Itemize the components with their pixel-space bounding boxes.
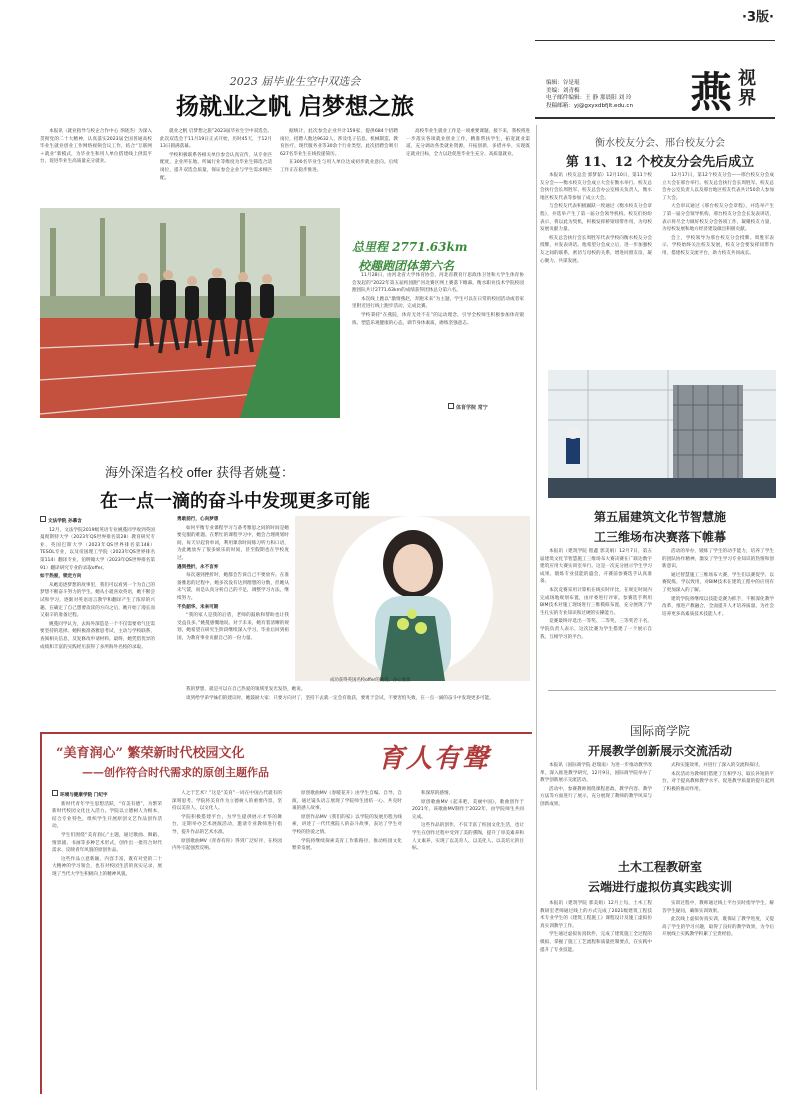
culture-para: 和深厚的感情。: [421, 791, 454, 796]
offer-byline-text: 文法学院 孙慕含: [48, 519, 82, 524]
bim-para: 活动的举办，锻炼了学生的动手能力，培养了学生的团队协作精神，激发了学生学习专业知识的热情和创新意识。: [662, 549, 774, 570]
construction-art: [548, 370, 776, 498]
civil-para: 本报讯（建筑学院 郭美娟）12月上旬，土木工程教研室老师通过线上的方式完成了2021级建筑工程技术专业学生的《建筑工程施工》课程设计及施工虚拟仿真实训教学工作。: [540, 901, 652, 929]
masthead-credits: [546, 80, 696, 110]
culture-para: 原创歌曲MV《春暖花开》由学生自编、自导、自演，通过镜头语言展现了学院师生团结一心、共克时艰的感人故事。: [292, 791, 402, 812]
jobs-col-2: [160, 128, 272, 206]
culture-col-3: [292, 790, 402, 1090]
intl-col-2: [662, 762, 774, 858]
alumni-para: 会上，学校领导为邢台校友分会授牌。周胜军表示，学校始终关注校友发展，校友分会要发挥纽带作用，搭建校友交流平台，助力校友共同成长。: [662, 235, 774, 256]
offer-para: 12月，文法学院2019级英语专业姚蔓同学收到英国曼彻斯特大学（2023年QS世界排名第28）教育研究专业，英国巴斯大学（2023年QS世界排名第148）TESOL专业，以及帝国理工学院（2023年QS世界排名第114）翻译专业、伯明翰大学（2023年QS世界排名第91）翻译研究专业的录取offer。: [40, 527, 155, 571]
alumni-para: 校友总会执行会长周胜军代表学校向衡水校友分会授牌，并发表讲话。他希望分会成立后，进一步加强校友之间的联系，密切与母校的关系，增进同窗友谊，凝心聚力、共谋发展。: [540, 235, 652, 264]
running-photo: [40, 208, 340, 418]
offer-subhead: 遇到挫折，永不言弃: [177, 564, 219, 570]
jobs-para: 据统计，此次参会企业共计159家，提供684个招聘岗位，招聘人数达9632人，涉及电子信息、机械制造、教育医疗、现代服务业等30余个行业类型。此次招聘会吸引627名毕业生在线投递简历。: [280, 129, 398, 157]
marathon-body: [352, 272, 524, 402]
culture-para: 人之于艺术？”这是“美育”一词在中国古代就有的深刻思考。学院将美育作为立德树人的重要内容，坚持以美育人、以文化人。: [172, 791, 282, 812]
contact-label: 投稿邮箱：yj@gxyxdbfjlt.edu.cn: [546, 102, 633, 109]
jobs-para: 学校积极联系各相关单位参会认真宣传，从专业匹配度、企业所在地、所属行业等维度为毕业生筛选合适岗位，提升双选会质量，保证参会企业与学生需求相匹配。: [160, 152, 272, 181]
intl-para: 本次活动为教师们搭建了互相学习、取长补短的平台，对于提高教师教学水平、促进教学质量的提升起到了积极的推动作用。: [662, 771, 774, 792]
offer-kicker: 海外深造名校 offer 获得者姚蔓：: [105, 465, 295, 480]
bim-para: 竞赛最终评选出一等奖、二等奖、三等奖若干名。学院负责人表示，这次比赛为学生搭建了一个展示自我、互相学习的平台。: [540, 619, 652, 640]
culture-col-4: [412, 790, 524, 1090]
culture-title-1: “美育润心” 繁荣新时代校园文化: [56, 746, 245, 761]
culture-art-chars: 育人有聲: [378, 744, 491, 774]
culture-para: 原创歌曲MV《青春有你》得到广泛好评，在校园内外引起强烈反响。: [172, 838, 282, 852]
marathon-para: 11月28日，由河北省大学体育协会、河北省教育厅思政体卫处和大学生体育协会发起的“2022年第五届校园跑”河北赛区网上赛落下帷幕。衡水职业技术学院校园跑团队共计2771.63km的成绩获得团体总分第六名。: [352, 273, 524, 294]
intl-para: 本报讯（国际商学院 赵瑞南）为进一步推动教学改革，深入推进教学研究，12月9日，国际商学院举办了教学创新展示交流活动。: [540, 763, 652, 784]
alumni-col-1: [540, 172, 652, 368]
offer-para: 每次遇到挫折时，她都会告诉自己不要放弃。在准备雅思的过程中，她多次没有达到理想的分数，但她从未气馁，而是认真分析自己的不足，调整学习方法，继续努力。: [177, 573, 289, 601]
credit-square-icon: [40, 516, 46, 522]
jobs-col-4: [406, 128, 530, 206]
marathon-box: [340, 228, 532, 418]
civil-headline: 云端进行虚拟仿真实践实训: [587, 880, 732, 894]
logo-side-char-1: 视: [738, 68, 756, 89]
civil-col-2: [662, 900, 774, 1090]
civil-para: 此次线上虚拟仿真实训，既保证了教学进度，又提高了学生的学习兴趣，取得了良好的教学效果，为今后开展线上实践教学积累了宝贵经验。: [662, 917, 774, 938]
divider: [548, 690, 776, 691]
masthead-rule: [535, 117, 775, 119]
culture-title-2: ——创作符合时代需求的原创主题作品: [82, 766, 269, 779]
logo-side-char-2: 界: [738, 88, 756, 109]
culture-para: 原创歌曲MV《起来吧，美丽中国》，歌曲创作于2021年，该歌曲MV制作于2022年，由学院师生共同完成。: [412, 799, 524, 820]
jobs-col-3: [280, 128, 398, 206]
intl-para: 式和实施效果，并进行了深入的交流和探讨。: [671, 763, 763, 768]
offer-para: 如何平衡专业课程学习与备考雅思之间的时间是她要克服的难题。在繁忙的课程学习中，她会合理规划时间，每天早起背单词，利用课余时间练习听力和口语，为此她放弃了很多娱乐的时间，甚至假期也在学校度过。: [177, 525, 289, 561]
offer-byline: [40, 516, 155, 526]
offer-headline: 在一点一滴的奋斗中发现更多可能: [100, 491, 370, 511]
portrait-photo: [295, 516, 530, 681]
running-photo-art: [40, 208, 340, 418]
marathon-credit-text: 体育学院 常宁: [456, 405, 488, 411]
culture-para: 学院将继续探索美育工作新路径，推动校园文化繁荣发展。: [292, 838, 402, 852]
page-number: ·3版·: [742, 10, 774, 25]
offer-para: 从她追逐梦想的故事里，我们可以看到一个为自己的梦想不断奋斗努力的学生。她从小就喜欢英语，她不断尝试和学习，逐渐对英语语言教学和翻译产生了浓厚的兴趣。在确定了自己想要攻读的方向之后，她开始了漫长而又艰辛的准备过程。: [40, 582, 155, 619]
culture-para: 学生们围绕“美育润心”主题，通过歌曲、舞蹈、情景剧、书画等多种艺术形式，创作出一批符合时代需求、反映青年风貌的原创作品。: [52, 832, 162, 854]
credit-square-icon: [52, 790, 58, 796]
offer-subhead: 不负韶华，未来可期: [177, 604, 219, 610]
portrait-art: [295, 516, 530, 681]
alumni-para: 本报讯（校友总会 郭梦茹）12月10日，第11个校友分会——衡水校友分会成立大会在衡水举行。校友总会执行会长周胜军、校友总会办公室相关负责人，衡水地区校友代表等参加了成立大会。: [540, 173, 652, 201]
offer-subhead: 如于热爱，锁定方向: [40, 574, 82, 580]
bim-col-1: [540, 548, 652, 688]
offer-para: 我的梦想，就是可以在自己热爱的领域里发光发热，她说。: [186, 687, 306, 692]
credit-square-icon: [448, 403, 454, 409]
jobs-headline: 扬就业之帆 启梦想之旅: [175, 93, 414, 120]
culture-para: 学院积极搭建平台，为学生提供展示才华的舞台，定期举办艺术展演活动，邀请专业教师进行指导，提升作品的艺术水准。: [172, 814, 282, 835]
editor-label: 编辑：谷是琨: [546, 80, 580, 86]
culture-byline-text: 环境与健康学院 门纪宇: [60, 793, 108, 798]
offer-subhead: 勇敢前行，心向梦想: [177, 517, 219, 522]
proof-label: 美编：刘青梅: [546, 87, 580, 94]
offer-col-1: [40, 516, 155, 721]
bim-para: 本次竞赛采用计算机在线实时评比，在规定时间内完成场地规划布置，由评委进行评审。参赛选手利用BIM技术对施工现场进行三维模拟布置，充分展现了学生扎实的专业知识和过硬的实操能力。: [540, 587, 652, 616]
alumni-para: 与会校友代表积极踊跃一致通过《衡水校友分会章程》，并选举产生了第一届分会领导机构。校友们纷纷表示，将以此为契机，积极发挥桥梁纽带作用，为母校发展贡献力量。: [540, 204, 652, 233]
jobs-kicker: 2023 届毕业生空中双选会: [229, 75, 361, 88]
bim-headline: 工三维场布决赛落下帷幕: [593, 530, 726, 544]
offer-col-3: [177, 686, 527, 722]
masthead-logo: [690, 60, 780, 117]
intl-para: 活动中，参赛教师围绕课程思政、教学内容、教学方法等方面进行了展示，充分展现了教师的教学风采与创新成果。: [540, 786, 652, 807]
culture-byline: [52, 790, 162, 800]
culture-col-2: [172, 790, 282, 1090]
bim-para: 建筑学院将继续以技能竞赛为抓手，不断深化教学改革，推进产教融合，全面提升人才培养质量，为社会培养更多高素质技术技能人才。: [662, 596, 774, 617]
offer-para: 姚蔓同学认为，去海外深造是一个不仅需要勇气还需要坚持的选择。她积极准备雅思考试，主动与学校联系，查阅相关信息，反复修改申请材料。最终，她凭借优异的成绩和丰富的实践经历获得了多所海外名校的录取。: [40, 621, 155, 650]
jobs-para: 高校毕业生就业工作是一项重要课题，接下来，我校将进一步落实各项就业创业工作，精准帮扶学生，拓宽就业渠道，充分调动各类就业资源，开拓创新，多措并举，实现既定就业目标，全力以赴促进毕业生充分、高质量就业。: [406, 129, 530, 157]
alumni-kicker: 衡水校友分会、邢台校友分会: [595, 138, 725, 149]
culture-para: 原创作品MV《我们的家》以学院的发展历程为线索，讲述了一代代燕院人的奋斗故事，表达了学生对学校的热爱之情。: [292, 814, 402, 835]
alumni-headline: 第 11、12 个校友分会先后成立: [565, 155, 755, 170]
marathon-credit: [448, 403, 488, 411]
email-label: 电子邮件编辑：王 静 那晨阳 刘 玲: [546, 95, 632, 102]
marathon-para: 本次线上跑以“激情燕赵，奔跑未来”为主题，学生可以在日常的校园活动或者家里附近进行线上跑步活动，完成比赛。: [352, 296, 524, 310]
top-rule: [535, 40, 775, 41]
bim-para: 本报讯（建筑学院 程鑫 郭美娟）12月7日，第五届建筑文化节智慧施工三维场布大赛决赛在广联达数字建筑应用大赛实训室举行。这是一次充分展示学生学习成果、锻炼专业技能的盛会，开赛前参赛选手认真准备。: [540, 549, 652, 585]
offer-para: 谈到给学弟学妹们的建议时，她鼓励大家：只要方向对了，坚持下去就一定会有收获，要勇于尝试，不要害怕失败，在一点一滴的奋斗中发现更多可能。: [186, 695, 494, 701]
column-divider: [536, 125, 537, 1090]
alumni-para: 大会审议通过《邢台校友分会章程》，并选举产生了第一届分会领导机构。邢台校友分会会长发表讲话，表示将尽全力做好校友分会各项工作，凝聚校友力量，为母校发展和地方经济建设做出积极贡献。: [662, 204, 774, 233]
civil-para: 学生通过虚拟仿真软件，完成了建筑施工全过程的模拟，掌握了施工工艺流程和质量控制要点，在实践中提升了专业技能。: [540, 932, 652, 953]
offer-col-2: [177, 516, 289, 684]
bim-col-2: [662, 548, 774, 688]
jobs-para: 就业之帆 启梦想之旅”2023届毕业生空中双选会。此次双选会于11月19日正式开始，历时45天，于12月13日圆满落幕。: [160, 129, 272, 150]
marathon-para: 学校秉持“在燕院，体育无处不在”的运动理念，引导全校师生积极参加体育锻炼，塑造乐观健康的心态，调节身体素质，磨练坚强意志。: [352, 312, 524, 326]
marathon-title-1: 总里程 2771.63km: [352, 240, 468, 254]
offer-para: “我的家人是我的后盾，老师的鼓励和帮助也让我受益良多。”姚蔓感慨地说。对于未来，她有着清晰的规划，她希望在研究生阶段继续深入学习，毕业后回到祖国，为教育事业贡献自己的一份力量。: [177, 613, 289, 641]
civil-col-1: [540, 900, 652, 1090]
bim-kicker: 第五届建筑文化节智慧施: [593, 510, 726, 524]
alumni-para: 12月17日，第12个校友分会——邢台校友分会成立大会在邢台举行。校友总会执行会长周胜军、校友总会办公室负责人以及邢台地区校友代表共计50余人参加了大会。: [662, 173, 774, 201]
marathon-title-2: 校趣跑团体第六名: [358, 259, 455, 273]
culture-para: 这些作品立意新颖，内容丰富，既有对党的二十大精神的学习领会，也有对校园生活的真实记录，展现了当代大学生积极向上的精神风貌。: [52, 856, 162, 877]
logo-main-char: 燕: [690, 68, 733, 117]
culture-para: 新时代青年学生思想活跃，“有美有德”，为繁荣新时代校园文化注入活力。学院以立德树人为根本，结合专业特色，组织学生开展原创文艺作品创作活动。: [52, 801, 162, 830]
construction-photo: [548, 370, 776, 498]
culture-col-1: [52, 790, 162, 1090]
intl-col-1: [540, 762, 652, 858]
culture-para: 这些作品的创作，不仅丰富了校园文化生活，也让学生在创作过程中受到了美的熏陶，提升了审美素养和人文素养，实现了以美育人、以美化人、以美培元的目标。: [412, 823, 524, 852]
portrait-caption: 成功获得英国名校offer的姚蔓。孙心雅摄: [330, 678, 411, 683]
intl-kicker: 国际商学院: [629, 724, 690, 738]
bim-para: 通过智慧施工三维场布大赛，学生们以赛促学、以赛促练，学以致用，对BIM技术在建筑工程中的应用有了更加深入的了解。: [662, 572, 774, 593]
intl-headline: 开展教学创新展示交流活动: [587, 744, 732, 758]
jobs-para: 本报讯（就业指导与校企合作中心 李晓杰）为深入贯彻党的二十大精神，认真落实2023届全国普通高校毕业生就业创业工作网络视频会议工作，结合“互联网＋就业”新模式，为毕业生和用人单位搭建线上供需平台，促进毕业生高质量充分就业。: [40, 129, 152, 165]
alumni-col-2: [662, 172, 774, 368]
jobs-col-1: [40, 128, 152, 206]
jobs-para: 在300名毕业生与用人单位达成初步就业意向。后续工作正在稳步推进。: [280, 160, 398, 173]
civil-kicker: 土木工程教研室: [617, 860, 702, 874]
civil-para: 实训过程中，教师通过线上平台实时指导学生，解答学生疑问，确保实训效果。: [662, 901, 774, 914]
